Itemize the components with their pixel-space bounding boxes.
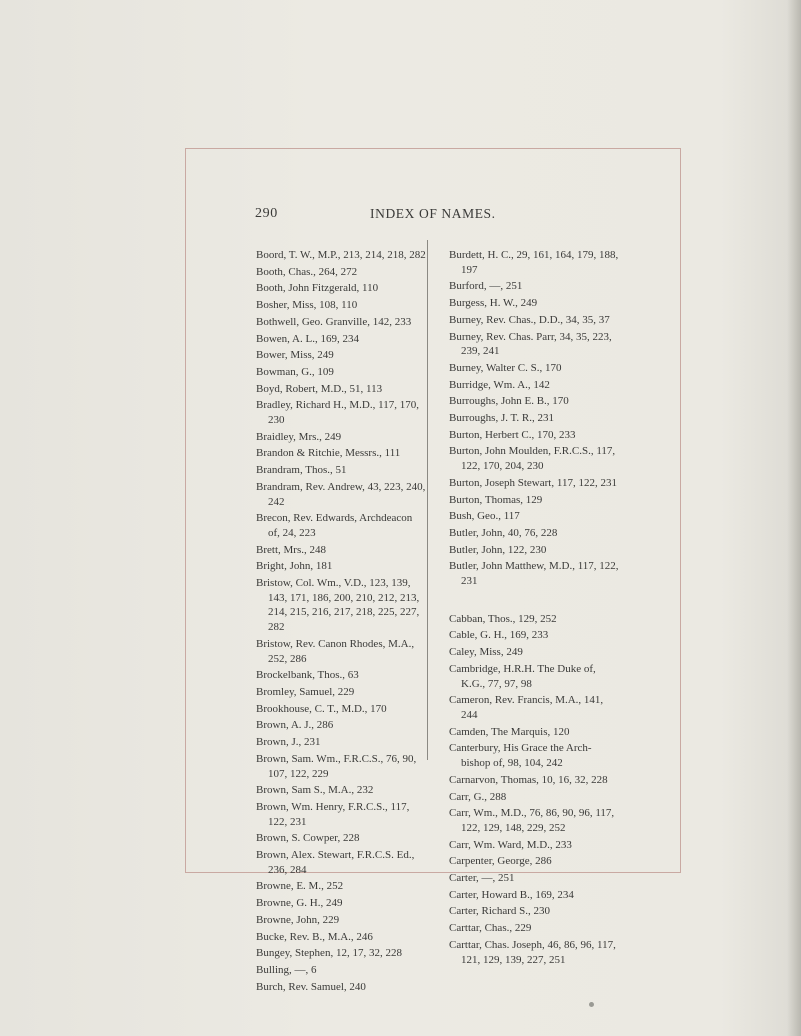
index-section-b-continued: [449, 248, 619, 589]
index-entry: Burton, Thomas, 129: [449, 493, 543, 506]
index-section-c: [449, 612, 619, 967]
index-entry: Burney, Walter C. S., 170: [449, 361, 562, 374]
index-entry: Burney, Rev. Chas. Parr, 34, 35, 223, 239, 241: [449, 330, 612, 358]
index-entry: Camden, The Marquis, 120: [449, 725, 570, 738]
index-entry: Carnarvon, Thomas, 10, 16, 32, 228: [449, 773, 608, 786]
paper-speck: [589, 1002, 594, 1007]
column-divider: [427, 240, 428, 760]
index-entry: Brookhouse, C. T., M.D., 170: [256, 702, 387, 715]
index-entry: Brockelbank, Thos., 63: [256, 669, 359, 682]
left-index-column: [256, 248, 426, 996]
index-entry: Browne, G. H., 249: [256, 897, 343, 910]
index-entry: Bristow, Rev. Canon Rhodes, M.A., 252, 286: [256, 637, 415, 665]
index-entry: Braidley, Mrs., 249: [256, 430, 342, 443]
index-entry: Cable, G. H., 169, 233: [449, 629, 549, 642]
index-entry: Burford, —, 251: [449, 280, 523, 293]
index-entry: Carr, Wm. Ward, M.D., 233: [449, 838, 572, 851]
index-entry: Burroughs, J. T. R., 231: [449, 412, 555, 425]
index-entry: Booth, John Fitzgerald, 110: [256, 282, 379, 295]
index-entry: Bromley, Samuel, 229: [256, 685, 355, 698]
index-entry: Butler, John, 122, 230: [449, 543, 547, 556]
index-entry: Brandram, Thos., 51: [256, 464, 347, 477]
index-entry: Burridge, Wm. A., 142: [449, 378, 550, 391]
index-entry: Cambridge, H.R.H. The Duke of, K.G., 77, 97, 98: [449, 662, 596, 690]
index-entry: Canterbury, His Grace the Arch-bishop of, 98, 104, 242: [449, 742, 592, 770]
index-entry: Burton, Joseph Stewart, 117, 122, 231: [449, 476, 617, 489]
index-entry: Brown, A. J., 286: [256, 719, 334, 732]
index-entry: Brandon & Ritchie, Messrs., 111: [256, 447, 401, 460]
section-gap: [449, 591, 619, 612]
index-entry: Brown, S. Cowper, 228: [256, 832, 360, 845]
index-entry: Bulling, —, 6: [256, 963, 317, 976]
index-entry: Burdett, H. C., 29, 161, 164, 179, 188, 197: [449, 249, 619, 276]
index-entry: Brandram, Rev. Andrew, 43, 223, 240, 242: [256, 480, 426, 508]
index-entry: Bucke, Rev. B., M.A., 246: [256, 930, 373, 943]
index-entry: Carttar, Chas., 229: [449, 922, 532, 935]
index-entry: Burney, Rev. Chas., D.D., 34, 35, 37: [449, 313, 610, 326]
index-entry: Browne, John, 229: [256, 913, 340, 926]
index-entry: Bosher, Miss, 108, 110: [256, 299, 358, 312]
index-entry: Carter, —, 251: [449, 872, 515, 885]
index-entry: Browne, E. M., 252: [256, 880, 344, 893]
index-entry: Carttar, Chas. Joseph, 46, 86, 96, 117, 121, 129, 139, 227, 251: [449, 938, 616, 966]
index-entry: Caley, Miss, 249: [449, 646, 523, 659]
index-entry: Brown, Sam S., M.A., 232: [256, 784, 374, 797]
index-entry: Burch, Rev. Samuel, 240: [256, 980, 366, 993]
index-entry: Bungey, Stephen, 12, 17, 32, 228: [256, 947, 402, 960]
running-title: INDEX OF NAMES.: [370, 206, 496, 221]
index-entry: Burton, Herbert C., 170, 233: [449, 428, 576, 441]
index-entry: Carter, Howard B., 169, 234: [449, 888, 574, 901]
index-entry: Boord, T. W., M.P., 213, 214, 218, 282: [256, 249, 426, 261]
index-entry: Bradley, Richard H., M.D., 117, 170, 230: [256, 399, 419, 427]
index-entry: Bright, John, 181: [256, 560, 333, 573]
index-entry: Burgess, H. W., 249: [449, 297, 538, 310]
index-entry: Boyd, Robert, M.D., 51, 113: [256, 382, 383, 395]
index-entry: Brown, Sam. Wm., F.R.C.S., 76, 90, 107, 122, 229: [256, 752, 417, 780]
index-entry: Butler, John, 40, 76, 228: [449, 526, 558, 539]
index-entry: Burton, John Moulden, F.R.C.S., 117, 122, 170, 204, 230: [449, 445, 616, 473]
index-entry: Bower, Miss, 249: [256, 349, 334, 362]
index-entry: Brown, Alex. Stewart, F.R.C.S. Ed., 236, 284: [256, 849, 415, 876]
index-entry: Booth, Chas., 264, 272: [256, 265, 358, 278]
index-entry: Bowen, A. L., 169, 234: [256, 332, 359, 345]
index-entry: Bush, Geo., 117: [449, 510, 520, 523]
index-entry: Cabban, Thos., 129, 252: [449, 612, 557, 625]
index-entry: Butler, John Matthew, M.D., 117, 122, 231: [449, 560, 619, 588]
index-entry: Brown, J., 231: [256, 736, 321, 749]
page-edge-shadow: [787, 0, 801, 1036]
index-entry: Bothwell, Geo. Granville, 142, 233: [256, 315, 412, 328]
index-entry: Brecon, Rev. Edwards, Archdeacon of, 24, 223: [256, 512, 413, 539]
page-number: 290: [255, 206, 278, 221]
index-entry: Cameron, Rev. Francis, M.A., 141, 244: [449, 694, 604, 721]
index-entry: Bowman, G., 109: [256, 365, 334, 378]
index-entry: Carpenter, George, 286: [449, 855, 552, 868]
right-index-column: [449, 248, 619, 969]
index-entry: Bristow, Col. Wm., V.D., 123, 139, 143, 171, 186, 200, 210, 212, 213, 214, 215, 216, 217, 218, 225, 227, 282: [256, 577, 420, 634]
index-entry: Burroughs, John E. B., 170: [449, 395, 569, 408]
index-entry: Carr, G., 288: [449, 790, 507, 803]
index-entry: Carr, Wm., M.D., 76, 86, 90, 96, 117, 122, 129, 148, 229, 252: [449, 807, 615, 834]
index-entry: Brett, Mrs., 248: [256, 543, 326, 556]
index-entry: Brown, Wm. Henry, F.R.C.S., 117, 122, 231: [256, 800, 410, 828]
index-entry: Carter, Richard S., 230: [449, 905, 550, 918]
running-head: [255, 206, 675, 226]
